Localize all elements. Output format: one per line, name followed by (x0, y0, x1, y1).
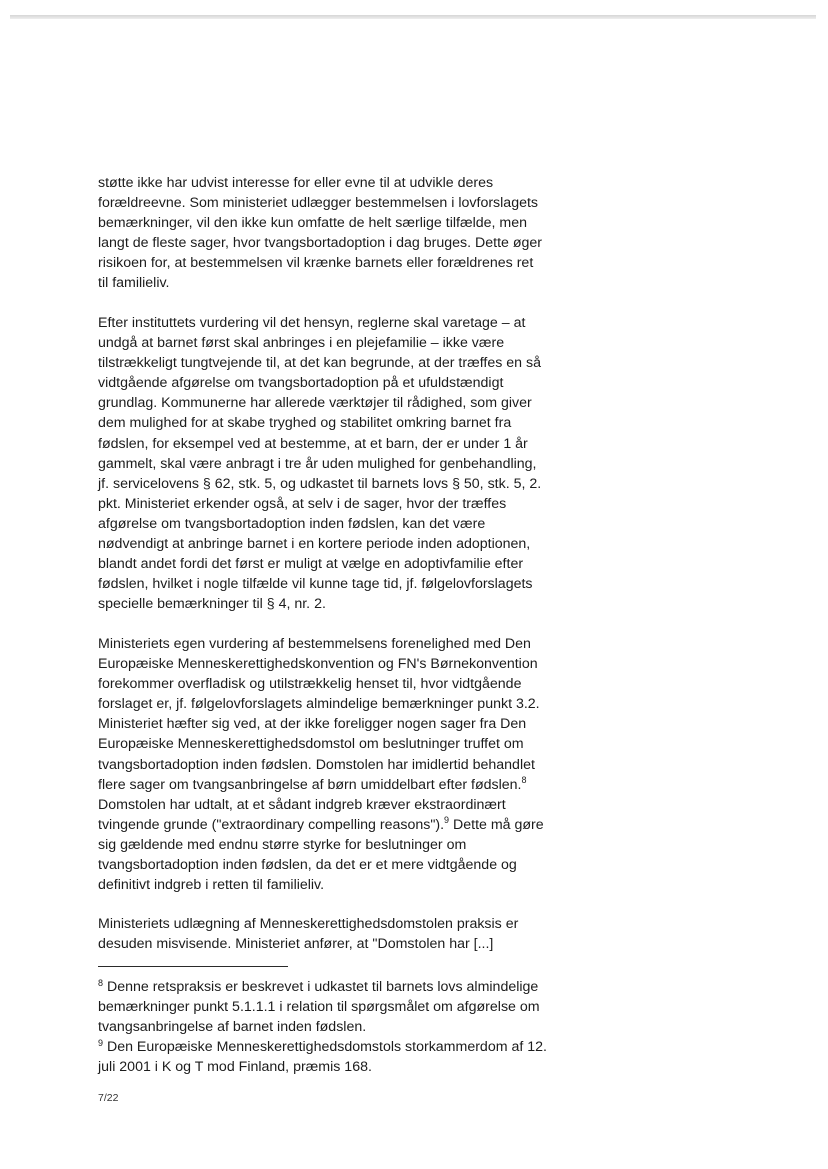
text-line: vidtgående afgørelse om tvangsbortadoption på et ufuldstændigt (98, 375, 504, 392)
text-line: Ministeriets udlægning af Menneskerettighedsdomstolen praksis er (98, 916, 519, 932)
line-text-tail: Dette må gøre (449, 816, 544, 833)
paragraph-3 (98, 634, 578, 895)
line-text: flere sager om tvangsanbringelse af børn umiddelbart efter fødslen. (98, 776, 522, 793)
text-line: blandt andet fordi det først er muligt at vælge en adoptivfamilie efter (98, 556, 524, 573)
text-line: gammelt, skal være anbragt i tre år uden mulighed for genbehandling, (98, 455, 537, 472)
footnote-line: bemærkninger punkt 5.1.1.1 i relation til spørgsmålet om afgørelse om (98, 999, 540, 1016)
text-line: risikoen for, at bestemmelsen vil krænke barnets eller forældrenes ret (98, 255, 534, 272)
text-line-with-footnote-8 (98, 775, 578, 795)
footnote-line: tvangsanbringelse af barnet inden fødslen. (98, 1019, 367, 1036)
text-line: Ministeriet hæfter sig ved, at der ikke foreligger nogen sager fra Den (98, 716, 527, 733)
text-line: tvangsbortadoption inden fødslen, da det er et mere vidtgående og (98, 857, 517, 874)
footnote-line (98, 1037, 578, 1057)
text-line: pkt. Ministeriet erkender også, at selv i de sager, hvor der træffes (98, 495, 507, 512)
text-line: sig gældende med endnu større styrke for beslutninger om (98, 836, 467, 853)
text-line: specielle bemærkninger til § 4, nr. 2. (98, 596, 326, 613)
footnote-ref-9: 9 (444, 814, 450, 825)
text-line: støtte ikke har udvist interesse for eller evne til at udvikle deres (98, 175, 494, 191)
text-line: afgørelse om tvangsbortadoption inden fødslen, kan det være (98, 515, 486, 532)
text-line: dem mulighed for at skabe tryghed og stabilitet omkring barnet fra (98, 415, 512, 432)
paragraph-2 (98, 313, 578, 614)
text-line: Europæiske Menneskerettighedsdomstol om beslutninger truffet om (98, 736, 524, 753)
footnote-number: 9 (98, 1038, 104, 1048)
paragraph-1 (98, 173, 578, 294)
text-line: Europæiske Menneskerettighedskonvention og FN's Børnekonvention (98, 656, 538, 673)
text-line: undgå at barnet først skal anbringes i en plejefamilie – ikke være (98, 335, 505, 352)
line-text: tvingende grunde ("extraordinary compelling reasons"). (98, 816, 445, 833)
text-line: bemærkninger, vil den ikke kun omfatte de helt særlige tilfælde, men (98, 215, 527, 232)
text-line: langt de fleste sager, hvor tvangsbortadoption i dag bruges. Dette øger (98, 235, 543, 252)
paragraph-4 (98, 914, 578, 954)
text-line: til familieliv. (98, 275, 170, 292)
footnote-number: 8 (98, 978, 104, 988)
footnote-line: juli 2001 i K og T mod Finland, præmis 168. (98, 1059, 372, 1076)
text-line: Ministeriets egen vurdering af bestemmelsens forenelighed med Den (98, 636, 531, 652)
text-line: nødvendigt at anbringe barnet i en kortere periode inden adoptionen, (98, 536, 531, 553)
text-line: Domstolen har udtalt, at et sådant indgreb kræver ekstraordinært (98, 796, 506, 813)
text-line: forældreevne. Som ministeriet udlægger bestemmelsen i lovforslagets (98, 195, 539, 212)
text-line: tvangsbortadoption inden fødslen. Domstolen har imidlertid behandlet (98, 756, 535, 773)
footnote-line (98, 977, 578, 997)
text-line: jf. servicelovens § 62, stk. 5, og udkastet til barnets lovs § 50, stk. 5, 2. (98, 475, 542, 492)
footnote-ref-8: 8 (521, 774, 527, 785)
text-line: fødslen, hvilket i nogle tilfælde vil kunne tage tid, jf. følgelovforslagets (98, 576, 533, 593)
footnote-8 (98, 977, 578, 1037)
footnote-9 (98, 1037, 578, 1077)
text-line: fødslen, for eksempel ved at bestemme, at et barn, der er under 1 år (98, 435, 528, 452)
text-line: forekommer overfladisk og utilstrækkelig henset til, hvor vidtgående (98, 676, 522, 693)
text-line: desuden misvisende. Ministeriet anfører, at "Domstolen har [...] (98, 936, 494, 953)
footnote-separator (98, 966, 288, 967)
footnote-text: Den Europæiske Menneskerettighedsdomstols storkammerdom af 12. (103, 1039, 547, 1055)
text-line: grundlag. Kommunerne har allerede værktøjer til rådighed, som giver (98, 395, 532, 412)
text-line-with-footnote-9 (98, 815, 578, 835)
page-number: 7/22 (98, 1092, 119, 1104)
text-line: Efter instituttets vurdering vil det hensyn, reglerne skal varetage – at (98, 315, 526, 331)
scan-top-edge (10, 15, 816, 19)
text-line: tilstrækkeligt tungtvejende til, at det kan begrunde, at der træffes en så (98, 355, 541, 372)
text-line: forslaget er, jf. følgelovforslagets almindelige bemærkninger punkt 3.2. (98, 696, 540, 713)
text-line: definitivt indgreb i retten til familieliv. (98, 877, 325, 894)
footnote-text: Denne retspraksis er beskrevet i udkastet til barnets lovs almindelige (103, 979, 539, 995)
